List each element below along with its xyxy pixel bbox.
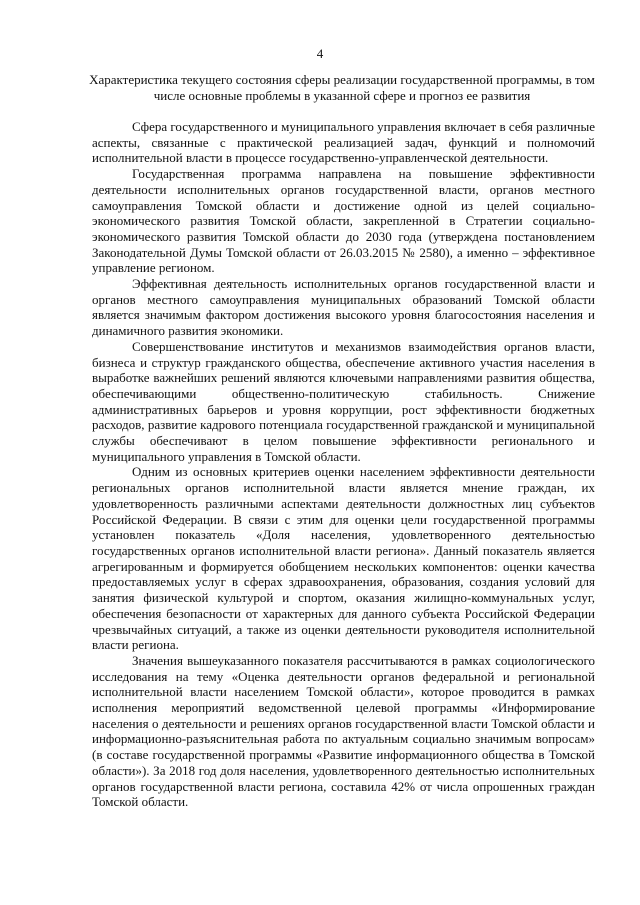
paragraph: Одним из основных критериев оценки населением эффективности деятельности региональных органов исполнительной власти является мнение граждан, их удовлетворенность различными аспектами деятельности должностных лиц субъектов Российской Федерации. В связи с этим для оценки цели государственной программы установлен показатель «Доля населения, удовлетворенного деятельностью государственных органов исполнительной власти региона». Данный показатель является агрегированным и формируется обобщением нескольких компонентов: оценки качества предоставляемых услуг в сферах здравоохранения, образования, создания условий для занятия физической культурой и спортом, оказания жилищно-коммунальных услуг, обеспечения безопасности от характерных для данного субъекта Российской Федерации чрезвычайных ситуаций, а также из оценки деятельности руководителя исполнительной власти региона. — [92, 464, 595, 653]
paragraph: Значения вышеуказанного показателя рассчитываются в рамках социологического исследования на тему «Оценка деятельности органов федеральной и региональной исполнительной власти населением Томской области», которое проводится в рамках исполнения мероприятий ведомственной целевой программы «Информирование населения о деятельности и решениях органов государственной власти Томской области и информационно-разъяснительная работа по актуальным социально значимым вопросам» (в составе государственной программы «Развитие информационного общества в Томской области»). За 2018 год доля населения, удовлетворенного деятельностью исполнительных органов государственной власти региона, составила 42% от числа опрошенных граждан Томской области. — [92, 652, 595, 810]
document-body — [92, 119, 595, 810]
page-number: 4 — [316, 46, 324, 61]
paragraph: Сфера государственного и муниципального управления включает в себя различные аспекты, связанные с практической реализацией задач, функций и полномочий исполнительной власти в процессе государственно-управленческой деятельности. — [92, 119, 595, 166]
section-heading: Характеристика текущего состояния сферы реализации государственной программы, в том числе основные проблемы в указанной сфере и прогноз ее развития — [89, 72, 595, 103]
paragraph: Совершенствование институтов и механизмов взаимодействия органов власти, бизнеса и структур гражданского общества, обеспечение активного участия населения в выработке важнейших решений являются ключевыми направлениями развития общества, обеспечивающими общественно-политическую стабильность. Снижение административных барьеров и уровня коррупции, рост эффективности бюджетных расходов, развитие кадрового потенциала государственной гражданской и муниципальной службы обеспечивают в целом повышение эффективности регионального и муниципального управления в Томской области. — [92, 338, 595, 464]
paragraph: Государственная программа направлена на повышение эффективности деятельности исполнительных органов государственной власти, органов местного самоуправления Томской области и достижение одной из целей социально-экономического развития Томской области, закрепленной в Стратегии социально-экономического развития Томской области до 2030 года (утверждена постановлением Законодательной Думы Томской области от 26.03.2015 № 2580), а именно – эффективное управление регионом. — [92, 166, 595, 276]
paragraph: Эффективная деятельность исполнительных органов государственной власти и органов местного самоуправления муниципальных образований Томской области является значимым фактором достижения высокого уровня благосостояния населения и динамичного развития экономики. — [92, 276, 595, 339]
